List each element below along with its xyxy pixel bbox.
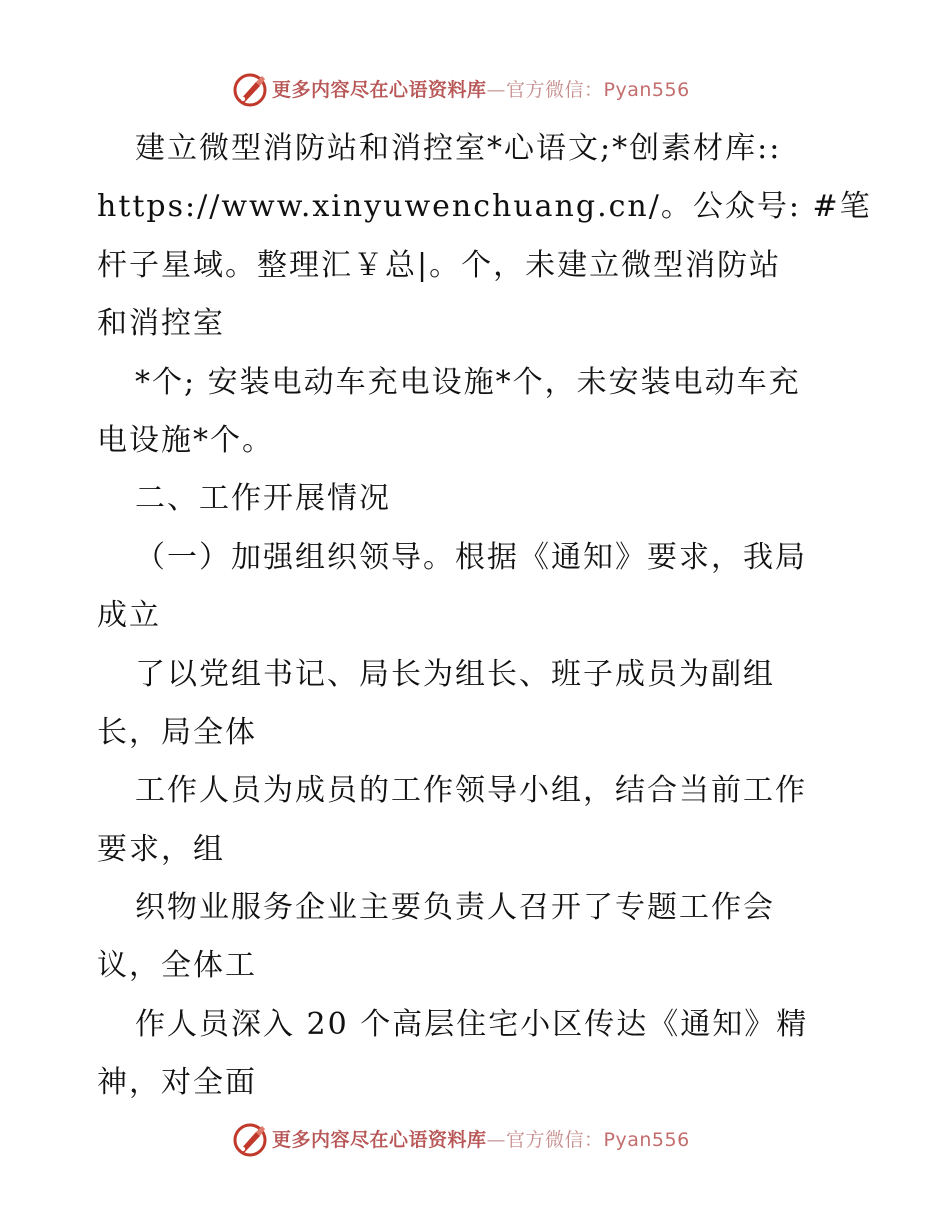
footer-banner <box>0 1120 950 1160</box>
header-banner <box>0 70 950 110</box>
pen-logo-icon <box>232 72 268 108</box>
document-body <box>97 120 872 1113</box>
footer-banner-dash: — <box>486 1129 507 1151</box>
footer-banner-wechat-label: 官方微信： <box>506 1129 604 1151</box>
footer-banner-text <box>272 1127 690 1153</box>
section-heading: 二、工作开展情况 <box>135 481 391 517</box>
pen-logo-icon <box>232 1122 268 1158</box>
header-banner-wechat-label: 官方微信： <box>506 79 604 101</box>
text-line: 工作人员为成员的工作领导小组，结合当前工作 <box>135 773 807 809</box>
footer-banner-main: 更多内容尽在心语资料库 <box>272 1129 487 1151</box>
text-line: 建立微型消防站和消控室*心语文;*创素材库:: <box>135 131 782 166</box>
text-line: 成立 <box>97 598 161 634</box>
text-line: 议，全体工 <box>97 948 257 984</box>
header-banner-dash: — <box>486 79 507 101</box>
text-line: 神，对全面 <box>97 1065 257 1101</box>
text-line: *个; 安装电动车充电设施*个，未安装电动车充 <box>135 364 801 400</box>
text-line: 要求，组 <box>97 831 225 867</box>
header-banner-main: 更多内容尽在心语资料库 <box>272 79 487 101</box>
footer-banner-account: Pyan556 <box>603 1129 690 1151</box>
header-banner-text <box>272 77 690 103</box>
text-line: 长，局全体 <box>97 714 257 750</box>
text-line: 杆子星域。整理汇￥总|。个，未建立微型消防站 <box>97 247 782 283</box>
text-line: 织物业服务企业主要负责人召开了专题工作会 <box>135 890 775 926</box>
text-line: https://www.xinyuwenchuang.cn/。公众号: #笔 <box>97 189 872 225</box>
text-line: 和消控室 <box>97 306 225 342</box>
text-line: 了以党组书记、局长为组长、班子成员为副组 <box>135 656 775 692</box>
text-line: 电设施*个。 <box>97 422 274 458</box>
header-banner-account: Pyan556 <box>603 79 690 101</box>
text-line: 作人员深入 20 个高层住宅小区传达《通知》精 <box>135 1006 809 1042</box>
text-line: （一）加强组织领导。根据《通知》要求，我局 <box>135 539 807 575</box>
